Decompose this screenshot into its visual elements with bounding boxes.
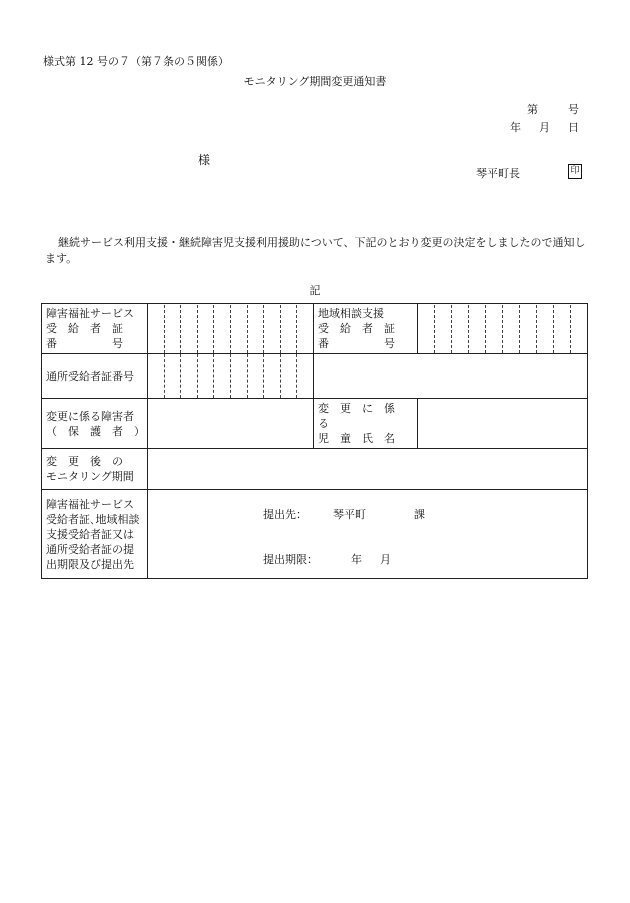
day-service-cert-number-label: 通所受給者証番号 — [42, 354, 148, 399]
person-guardian-label — [42, 399, 148, 449]
deadline-year: 年 — [351, 553, 362, 566]
date-line — [510, 119, 579, 135]
deadline-label: 提出期限： — [263, 553, 318, 566]
label-line: 番 号 — [46, 337, 123, 350]
submission-label — [42, 490, 148, 579]
notice-form-table — [41, 303, 588, 579]
label-line: 受 給 者 証 — [46, 322, 123, 335]
document-number-line — [527, 101, 579, 117]
number-go: 号 — [568, 103, 579, 116]
label-line: 障害福祉サービス — [46, 307, 134, 320]
label-line: 変更に係る障害者 — [46, 409, 134, 423]
label-line: 受 給 者 証 — [318, 322, 395, 335]
day-service-cert-number-field[interactable] — [148, 354, 314, 399]
submission-field[interactable] — [148, 490, 588, 579]
label-line: 受給者証､地域相談 — [46, 512, 140, 526]
submit-to-dept: 課 — [414, 508, 425, 521]
seal-box: 印 — [568, 164, 582, 179]
label-line: モニタリング期間 — [46, 470, 134, 483]
monitoring-period-label — [42, 449, 148, 490]
issuer-name: 琴平町長 — [476, 167, 520, 180]
monitoring-period-field[interactable] — [148, 449, 588, 490]
label-line: 番 号 — [318, 337, 395, 350]
person-guardian-field[interactable] — [148, 399, 314, 449]
submit-to-label: 提出先： — [263, 508, 307, 521]
body-text: 継続サービス利用支援・継続障害児支援利用援助について、下記のとおり変更の決定をしましたので通知します。 — [45, 236, 586, 265]
form-number: 様式第 12 号の７（第７条の５関係） — [43, 55, 229, 68]
welfare-cert-number-field[interactable] — [148, 304, 314, 354]
label-line: （ 保 護 者 ） — [46, 424, 145, 438]
table-row — [42, 490, 588, 579]
date-month: 月 — [539, 121, 550, 134]
child-name-label — [314, 399, 418, 449]
label-line: 出期限及び提出先 — [46, 557, 134, 571]
deadline-month: 月 — [380, 553, 391, 566]
label-line: 支援受給者証又は — [46, 527, 134, 541]
table-row — [42, 304, 588, 354]
submit-to-town: 琴平町 — [333, 508, 366, 521]
table-row — [42, 399, 588, 449]
number-dai: 第 — [527, 103, 538, 116]
label-line: 児 童 氏 名 — [318, 432, 395, 445]
label-line: 変 更 に 係 る — [318, 402, 406, 430]
table-row — [42, 354, 588, 399]
row2-blank-area — [314, 354, 588, 399]
community-support-cert-number-field[interactable] — [418, 304, 588, 354]
label-line: 地域相談支援 — [318, 307, 384, 320]
label-line: 通所受給者証の提 — [46, 542, 134, 556]
community-support-cert-number-label — [314, 304, 418, 354]
date-year: 年 — [510, 121, 521, 134]
date-day: 日 — [568, 121, 579, 134]
label-line: 障害福祉サービス — [46, 497, 134, 511]
document-title: モニタリング期間変更通知書 — [243, 75, 387, 88]
table-row — [42, 449, 588, 490]
addressee-suffix: 様 — [198, 153, 211, 167]
child-name-field[interactable] — [418, 399, 588, 449]
label-line: 変 更 後 の — [46, 455, 123, 468]
welfare-cert-number-label — [42, 304, 148, 354]
ki-heading: 記 — [309, 284, 321, 297]
